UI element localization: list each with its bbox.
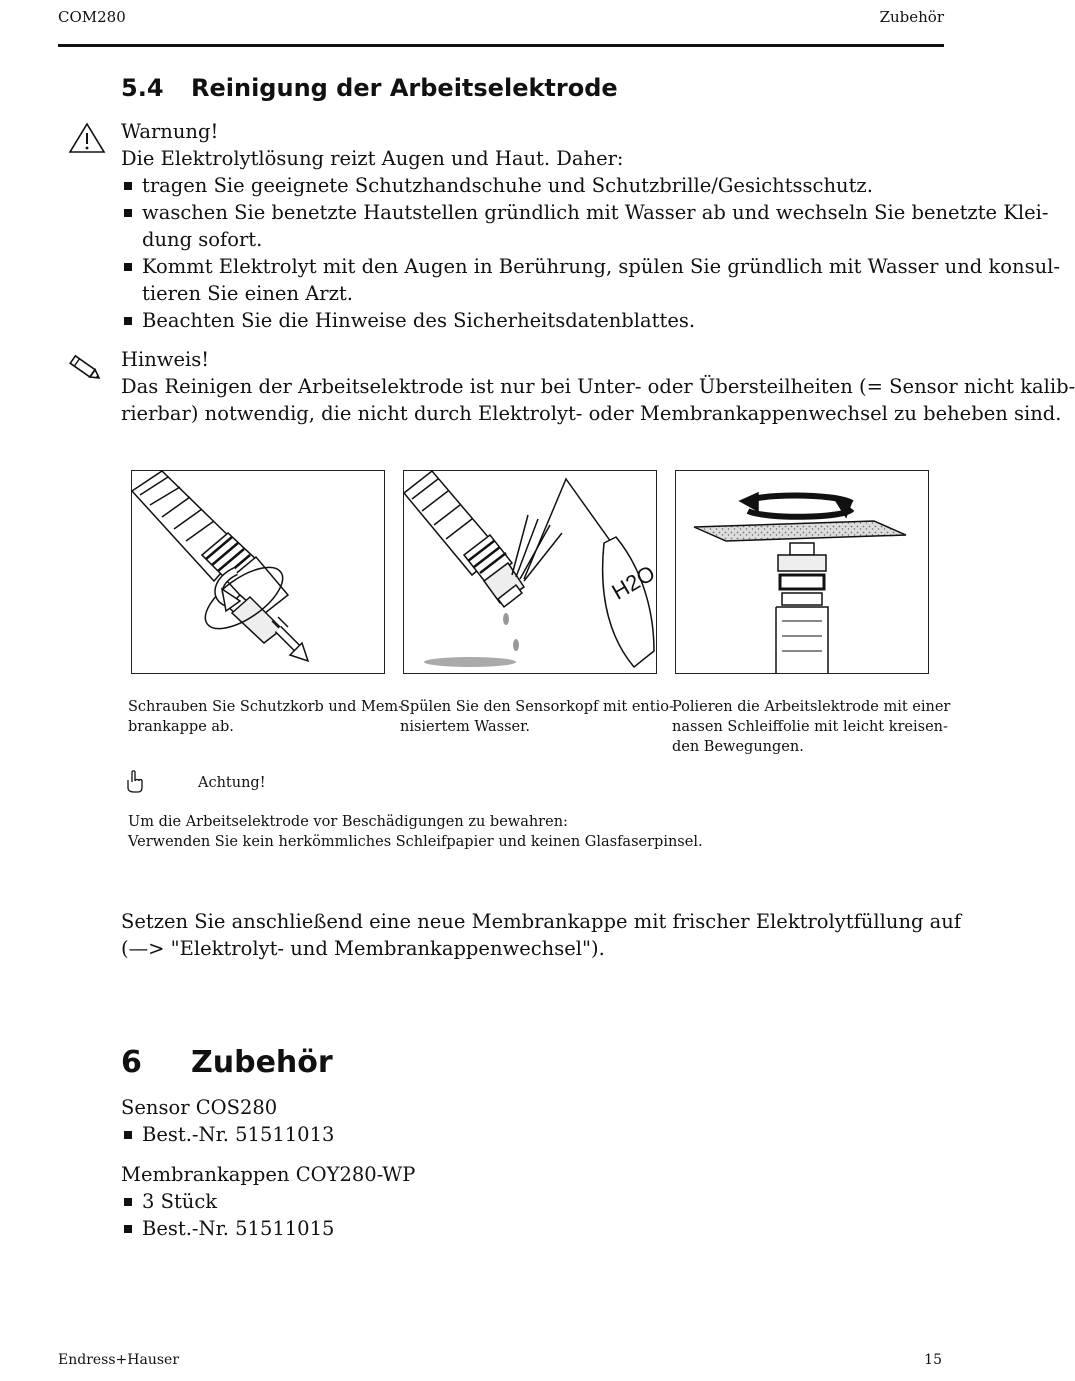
warning-intro: Die Elektrolytlösung reizt Augen und Haut. Daher:: [121, 147, 624, 170]
pointing-hand-icon: [124, 770, 146, 794]
pencil-icon: [64, 350, 104, 386]
header-rule: [58, 44, 944, 47]
page-number: 15: [924, 1352, 942, 1368]
caption-line: den Bewegungen.: [672, 739, 804, 755]
note-block: [121, 346, 1075, 427]
figure-caption-3: [672, 697, 951, 757]
figure-rinse: [403, 470, 660, 674]
section-title: Reinigung der Arbeitselektrode: [191, 74, 618, 102]
accessory-item-text: Best.-Nr. 51511015: [142, 1217, 335, 1240]
section-heading: [121, 74, 618, 102]
bullet-line: dung sofort.: [142, 228, 263, 251]
figure-unscrew: [131, 470, 385, 674]
note-line: rierbar) notwendig, die nicht durch Elektrolyt- oder Membrankappenwechsel zu beheben sind.: [121, 402, 1062, 425]
caution-block: [128, 812, 703, 852]
caution-line: Verwenden Sie kein herkömmliches Schleifpapier und keinen Glasfaserpinsel.: [128, 834, 703, 850]
accessory-item-text: Best.-Nr. 51511013: [142, 1123, 335, 1146]
bullet-line: tragen Sie geeignete Schutzhandschuhe und Schutzbrille/Gesichtsschutz.: [142, 174, 873, 197]
bullet-line: Beachten Sie die Hinweise des Sicherheitsdatenblattes.: [142, 309, 696, 332]
bullet-line: waschen Sie benetzte Hautstellen gründlich mit Wasser ab und wechseln Sie benetzte Klei-: [142, 201, 1049, 224]
bullet-line: tieren Sie einen Arzt.: [142, 282, 353, 305]
warning-bullet: [121, 172, 951, 199]
bottle-label: H2O: [607, 560, 660, 605]
footer-left: Endress+Hauser: [58, 1352, 180, 1368]
chapter-number: 6: [121, 1045, 142, 1080]
accessory-item: [121, 1215, 951, 1242]
warning-block: [121, 118, 1060, 334]
warning-bullet: [121, 307, 951, 334]
caution-line: Um die Arbeitselektrode vor Beschädigungen zu bewahren:: [128, 814, 568, 830]
accessory-name: Sensor COS280: [121, 1096, 278, 1119]
chapter-title: Zubehör: [191, 1045, 333, 1080]
header-left: COM280: [58, 8, 126, 26]
bullet-line: Kommt Elektrolyt mit den Augen in Berührung, spülen Sie gründlich mit Wasser und konsul-: [142, 255, 1060, 278]
figure-caption-2: [400, 697, 674, 737]
accessory-membrane-caps: [121, 1161, 951, 1242]
followup-line: Setzen Sie anschließend eine neue Membrankappe mit frischer Elektrolytfüllung auf: [121, 910, 962, 933]
section-number: 5.4: [121, 74, 164, 102]
accessory-item: [121, 1188, 951, 1215]
caption-line: Schrauben Sie Schutzkorb und Mem-: [128, 699, 404, 715]
followup-paragraph: [121, 908, 962, 962]
figure-polish: [675, 470, 929, 674]
warning-title: Warnung!: [121, 120, 219, 143]
warning-bullet: [121, 199, 1049, 253]
figure-caption-1: [128, 697, 404, 737]
warning-icon: [68, 122, 106, 154]
accessory-name: Membrankappen COY280-WP: [121, 1163, 416, 1186]
accessory-item: [121, 1121, 951, 1148]
accessory-sensor: [121, 1094, 951, 1148]
caption-line: nassen Schleiffolie mit leicht kreisen-: [672, 719, 948, 735]
caption-line: Spülen Sie den Sensorkopf mit entio-: [400, 699, 674, 715]
note-line: Das Reinigen der Arbeitselektrode ist nur bei Unter- oder Übersteilheiten (= Sensor nicht kalib-: [121, 375, 1075, 398]
warning-bullet: [121, 253, 1060, 307]
header-right: Zubehör: [879, 8, 944, 26]
caption-line: Polieren die Arbeitslektrode mit einer: [672, 699, 951, 715]
caption-line: brankappe ab.: [128, 719, 234, 735]
caption-line: nisiertem Wasser.: [400, 719, 531, 735]
note-title: Hinweis!: [121, 348, 210, 371]
chapter-heading: [121, 1045, 333, 1080]
followup-line: (—> "Elektrolyt- und Membrankappenwechsel").: [121, 937, 605, 960]
caution-title: Achtung!: [198, 775, 266, 791]
accessory-item-text: 3 Stück: [142, 1190, 218, 1213]
